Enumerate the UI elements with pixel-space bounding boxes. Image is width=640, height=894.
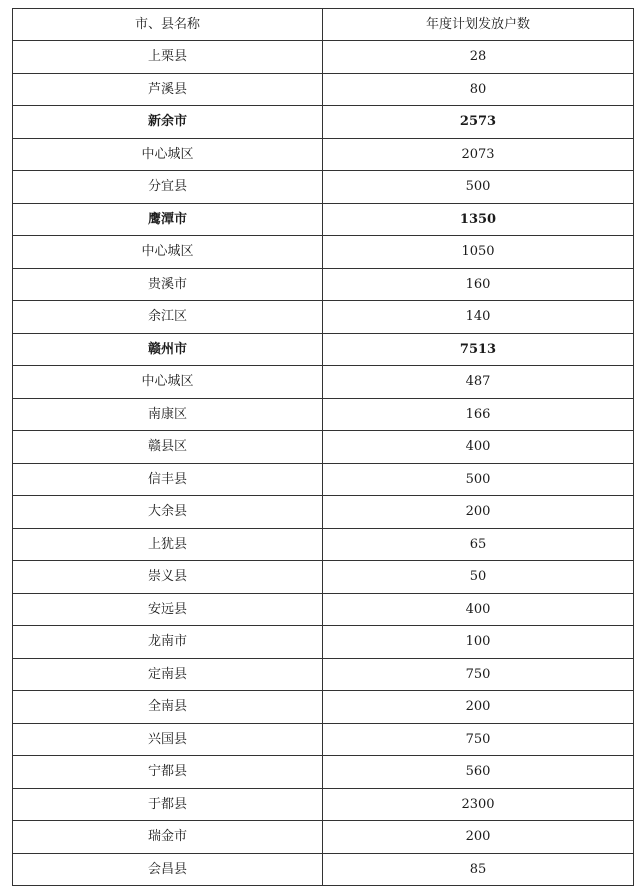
- table-row: [13, 723, 634, 756]
- table-row: [13, 593, 634, 626]
- table-row: [13, 658, 634, 691]
- planned-households-cell: 28: [323, 41, 634, 74]
- planned-households-cell: 1350: [323, 203, 634, 236]
- region-name-cell: 中心城区: [13, 138, 323, 171]
- table-row: [13, 788, 634, 821]
- region-name-cell: 兴国县: [13, 723, 323, 756]
- planned-households-cell: 2073: [323, 138, 634, 171]
- planned-households-cell: 85: [323, 853, 634, 886]
- planned-households-cell: 140: [323, 301, 634, 334]
- region-name-cell: 芦溪县: [13, 73, 323, 106]
- planned-households-cell: 160: [323, 268, 634, 301]
- region-name-cell: 定南县: [13, 658, 323, 691]
- table-row: [13, 431, 634, 464]
- planned-households-cell: 2300: [323, 788, 634, 821]
- planned-households-cell: 65: [323, 528, 634, 561]
- allocation-table: [12, 8, 634, 886]
- planned-households-cell: 500: [323, 171, 634, 204]
- table-row: [13, 528, 634, 561]
- table-row: [13, 853, 634, 886]
- planned-households-cell: 500: [323, 463, 634, 496]
- table-row: [13, 691, 634, 724]
- table-row: [13, 463, 634, 496]
- table-row: [13, 821, 634, 854]
- region-name-cell: 南康区: [13, 398, 323, 431]
- table-row: [13, 301, 634, 334]
- planned-households-cell: 1050: [323, 236, 634, 269]
- planned-households-cell: 200: [323, 496, 634, 529]
- table-row: [13, 398, 634, 431]
- region-name-cell: 安远县: [13, 593, 323, 626]
- planned-households-cell: 750: [323, 723, 634, 756]
- planned-households-cell: 200: [323, 821, 634, 854]
- table-row: [13, 496, 634, 529]
- planned-households-cell: 200: [323, 691, 634, 724]
- table-row: [13, 268, 634, 301]
- table-row: [13, 561, 634, 594]
- planned-households-cell: 487: [323, 366, 634, 399]
- region-name-cell: 新余市: [13, 106, 323, 139]
- table-row: [13, 236, 634, 269]
- table-row: [13, 41, 634, 74]
- region-name-cell: 鹰潭市: [13, 203, 323, 236]
- region-name-cell: 上犹县: [13, 528, 323, 561]
- table-row: [13, 366, 634, 399]
- region-name-cell: 于都县: [13, 788, 323, 821]
- region-name-cell: 瑞金市: [13, 821, 323, 854]
- table-row: [13, 106, 634, 139]
- table-row: [13, 203, 634, 236]
- region-name-cell: 中心城区: [13, 366, 323, 399]
- region-name-cell: 龙南市: [13, 626, 323, 659]
- table-header-row: [13, 9, 634, 41]
- table-row: [13, 73, 634, 106]
- region-name-cell: 余江区: [13, 301, 323, 334]
- region-name-cell: 会昌县: [13, 853, 323, 886]
- planned-households-cell: 7513: [323, 333, 634, 366]
- table-row: [13, 626, 634, 659]
- planned-households-cell: 560: [323, 756, 634, 789]
- region-name-cell: 贵溪市: [13, 268, 323, 301]
- planned-households-cell: 50: [323, 561, 634, 594]
- planned-households-cell: 400: [323, 593, 634, 626]
- region-name-cell: 信丰县: [13, 463, 323, 496]
- region-name-cell: 宁都县: [13, 756, 323, 789]
- region-name-cell: 赣州市: [13, 333, 323, 366]
- region-name-cell: 中心城区: [13, 236, 323, 269]
- table-row: [13, 756, 634, 789]
- planned-households-cell: 80: [323, 73, 634, 106]
- region-name-cell: 全南县: [13, 691, 323, 724]
- region-name-cell: 赣县区: [13, 431, 323, 464]
- table-row: [13, 138, 634, 171]
- planned-households-cell: 400: [323, 431, 634, 464]
- column-header-count: 年度计划发放户数: [323, 9, 634, 41]
- region-name-cell: 大余县: [13, 496, 323, 529]
- table-row: [13, 171, 634, 204]
- planned-households-cell: 100: [323, 626, 634, 659]
- table-body: [13, 41, 634, 886]
- table-row: [13, 333, 634, 366]
- region-name-cell: 分宜县: [13, 171, 323, 204]
- region-name-cell: 崇义县: [13, 561, 323, 594]
- planned-households-cell: 750: [323, 658, 634, 691]
- planned-households-cell: 2573: [323, 106, 634, 139]
- region-name-cell: 上栗县: [13, 41, 323, 74]
- column-header-name: 市、县名称: [13, 9, 323, 41]
- planned-households-cell: 166: [323, 398, 634, 431]
